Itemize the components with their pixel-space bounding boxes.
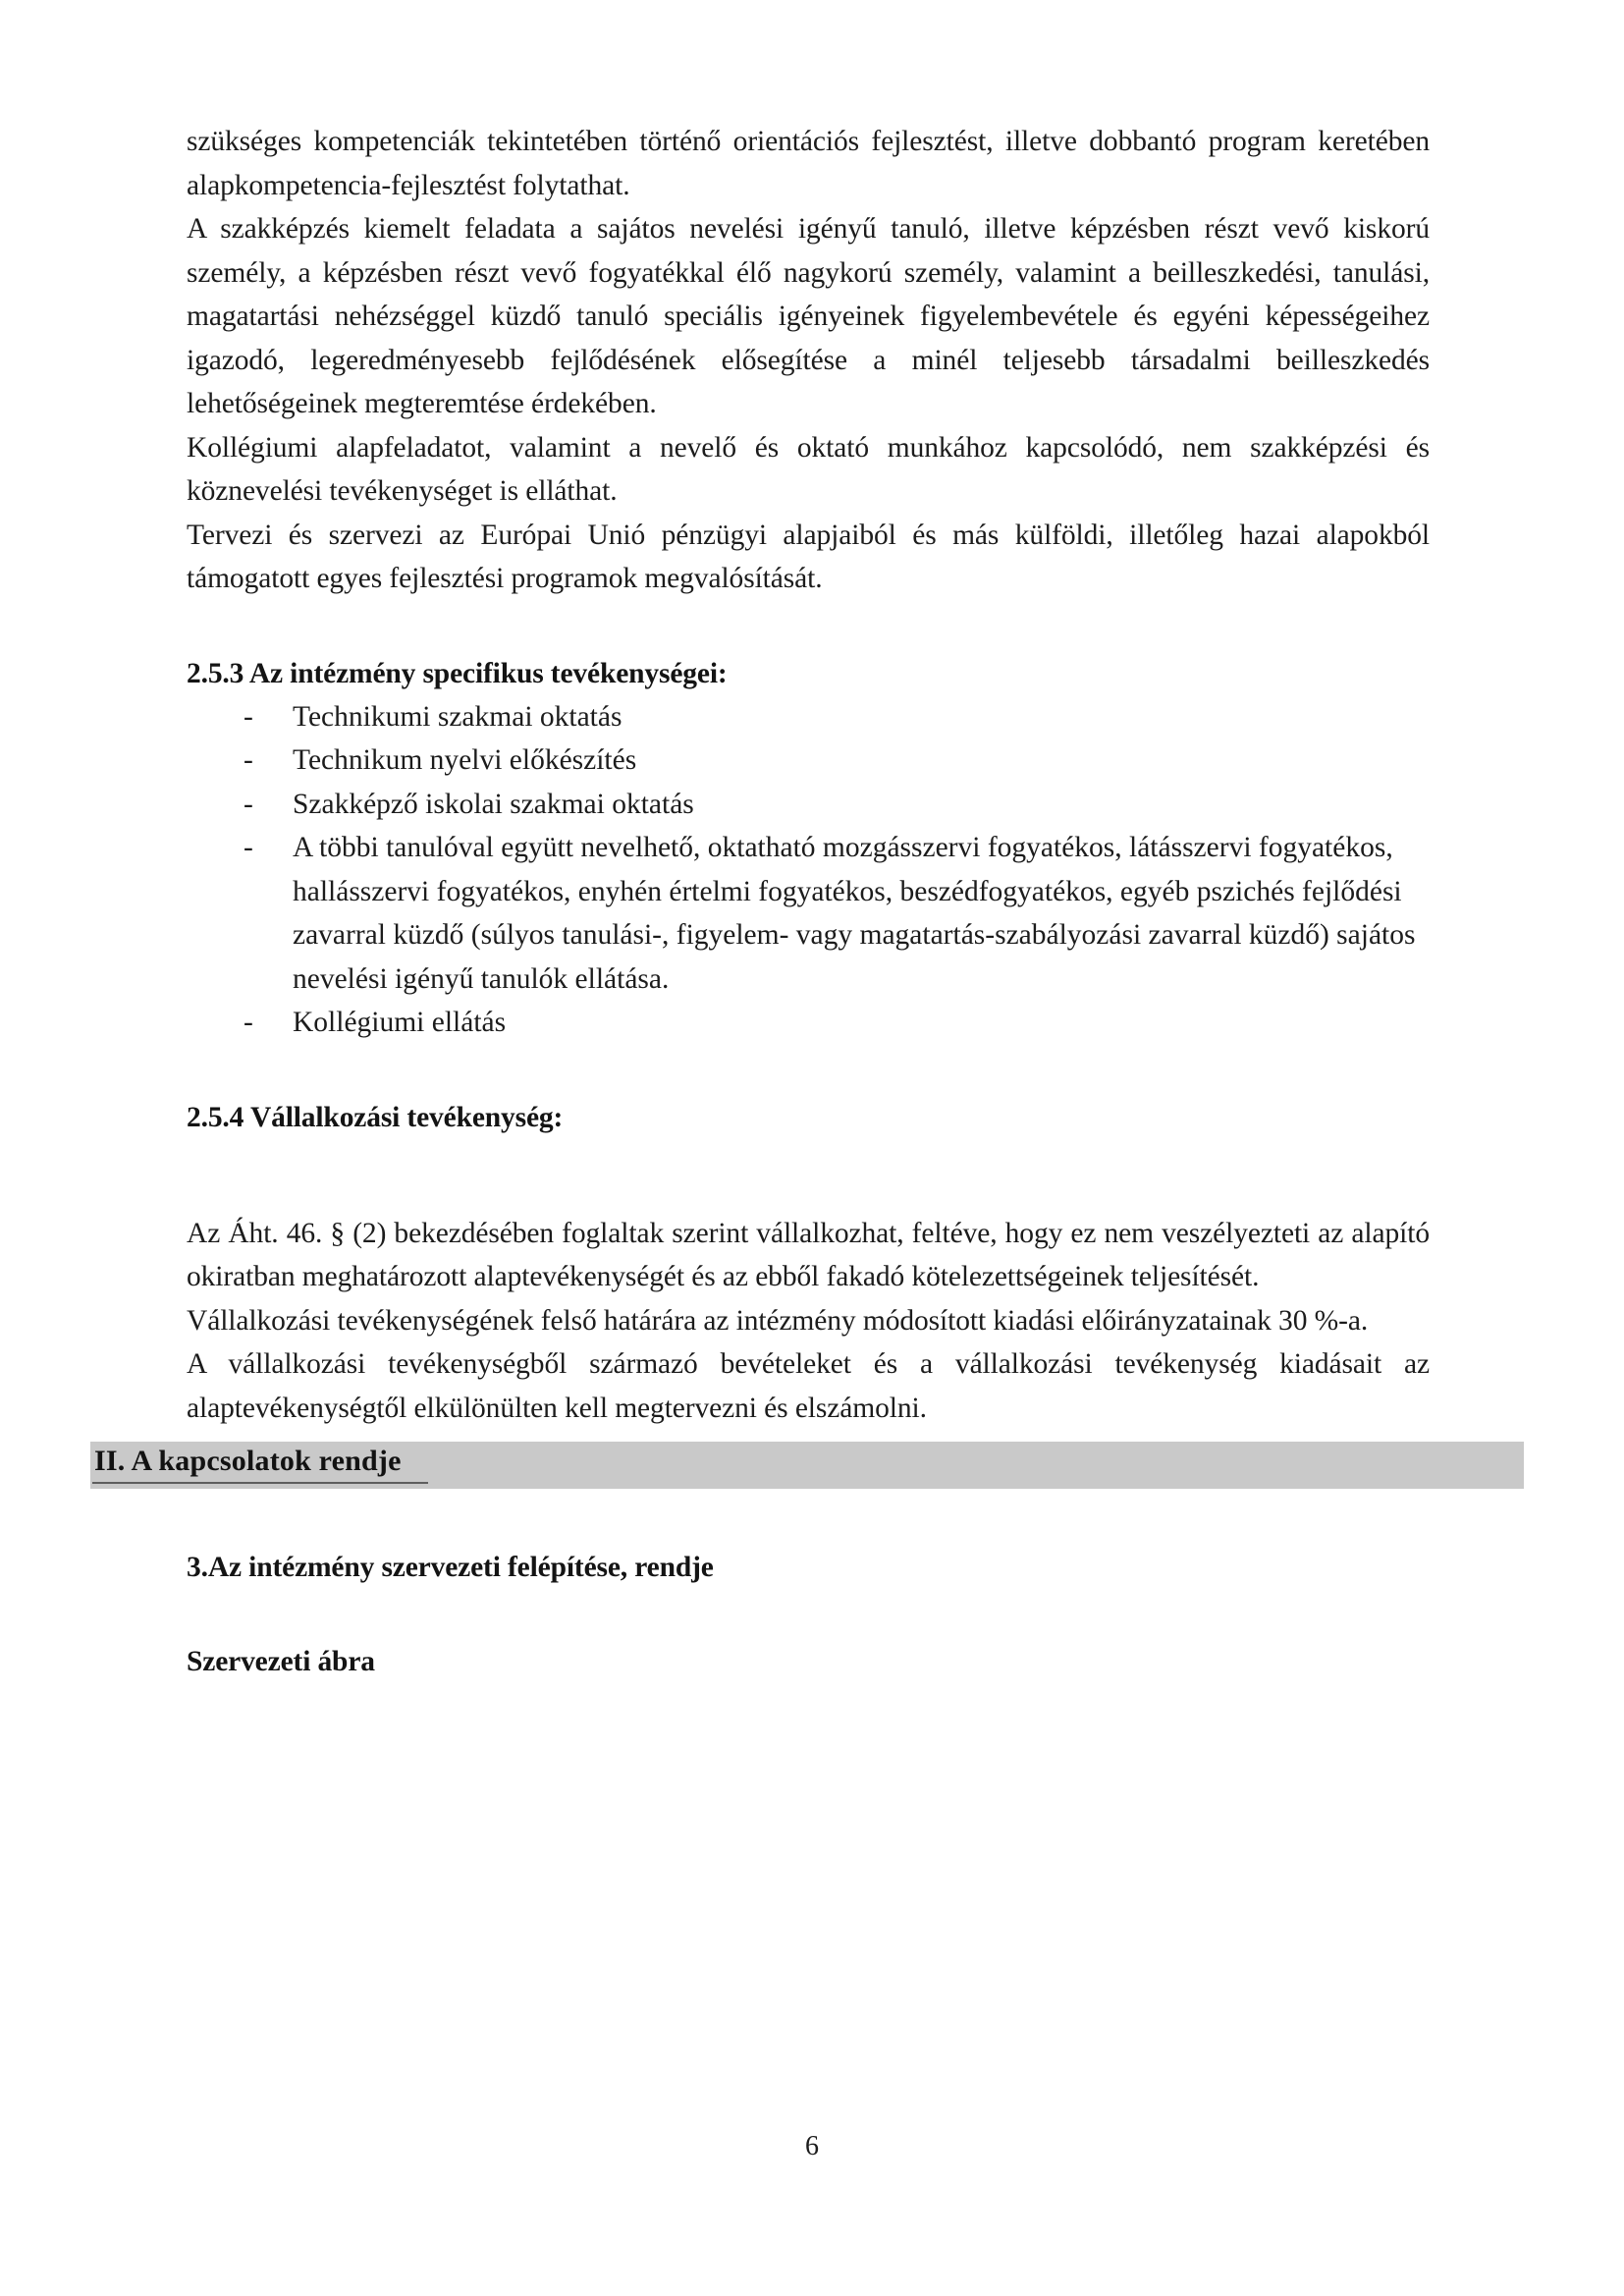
heading-2-5-4: 2.5.4 Vállalkozási tevékenység:	[187, 1101, 564, 1133]
main-text-column	[187, 120, 1430, 1430]
paragraph-vallalkozasi-bevetelek: A vállalkozási tevékenységből származó bevételeket és a vállalkozási tevékenység kiadásait az alaptevékenységtől elkülönülten kell megtervezni és elszámolni.	[187, 1348, 1430, 1424]
list-item-label: Kollégiumi ellátás	[293, 1007, 507, 1038]
dash-bullet-icon: -	[244, 744, 253, 776]
dash-bullet-icon: -	[244, 788, 253, 820]
spacer	[187, 601, 1430, 652]
spacer	[187, 1139, 1430, 1212]
list-item	[187, 738, 1430, 783]
list-item-label: Szakképző iskolai szakmai oktatás	[293, 788, 694, 820]
spacer	[187, 1045, 1430, 1096]
paragraph-tervezi-szervezi: Tervezi és szervezi az Európai Unió pénzügyi alapjaiból és más külföldi, illetőleg hazai alapokból támogatott egyes fejlesztési programok megvalósítását.	[187, 519, 1430, 594]
dash-bullet-icon: -	[244, 832, 253, 863]
paragraph-vallalkozasi-felso-hatar: Vállalkozási tevékenységének felső határára az intézmény módosított kiadási előirányzatainak 30 %-a.	[187, 1304, 1369, 1337]
post-banner-column	[187, 1546, 1430, 1683]
chapter-banner-underline	[92, 1482, 428, 1484]
paragraph-intro: szükséges kompetenciák tekintetében történő orientációs fejlesztést, illetve dobbantó program keretében alapkompetencia-fejlesztést folytathat.	[187, 126, 1430, 201]
heading-szervezeti-abra: Szervezeti ábra	[187, 1646, 375, 1677]
paragraph-szakkepzes: A szakképzés kiemelt feladata a sajátos nevelési igényű tanuló, illetve képzésben részt vevő kiskorú személy, a képzésben részt vevő fogyatékkal élő nagykorú személy, valamint a beilleszkedési, tanulási, magatartási nehézséggel küzdő tanuló speciális igényeinek figyelembevétele és egyéni képességeihez igazodó, legeredményesebb fejlődésének elősegítése a minél teljesebb társadalmi beilleszkedés lehetőségeinek megteremtése érdekében.	[187, 213, 1430, 419]
dash-bullet-icon: -	[244, 1007, 253, 1038]
list-item-label: A többi tanulóval együtt nevelhető, oktatható mozgásszervi fogyatékos, látásszervi fogyatékos, hallásszervi fogyatékos, enyhén értelmi fogyatékos, beszédfogyatékos, egyéb pszichés fejlődési zavarral küzdő (súlyos tanulási-, figyelem- vagy magatartás-szabályozási zavarral küzdő) sajátos nevelési igényű tanulók ellátása.	[293, 832, 1416, 995]
list-item	[187, 826, 1430, 1001]
page-number: 6	[805, 2131, 819, 2161]
list-item	[187, 1001, 1430, 1045]
list-item	[187, 783, 1430, 827]
chapter-banner-title: II. A kapcsolatok rendje	[94, 1445, 402, 1477]
heading-3-szervezeti-felepites: 3.Az intézmény szervezeti felépítése, rendje	[187, 1552, 714, 1583]
heading-2-5-3: 2.5.3 Az intézmény specifikus tevékenységei:	[187, 657, 728, 689]
spacer	[187, 1589, 1430, 1640]
list-item	[187, 695, 1430, 739]
paragraph-kollegiumi-alapfeladat: Kollégiumi alapfeladatot, valamint a nevelő és oktató munkához kapcsolódó, nem szakképzési és köznevelési tevékenységet is elláthat.	[187, 431, 1430, 507]
list-item-label: Technikumi szakmai oktatás	[293, 700, 623, 733]
list-item-label: Technikum nyelvi előkészítés	[293, 744, 637, 776]
paragraph-aht-46: Az Áht. 46. § (2) bekezdésében foglaltak szerint vállalkozhat, feltéve, hogy ez nem veszélyezteti az alapító okiratban meghatározott alaptevékenységét és az ebből fakadó kötelezettségeinek teljesítését.	[187, 1217, 1430, 1292]
dash-bullet-icon: -	[244, 700, 253, 733]
list-specifikus-tevekenysegek	[187, 695, 1430, 1045]
